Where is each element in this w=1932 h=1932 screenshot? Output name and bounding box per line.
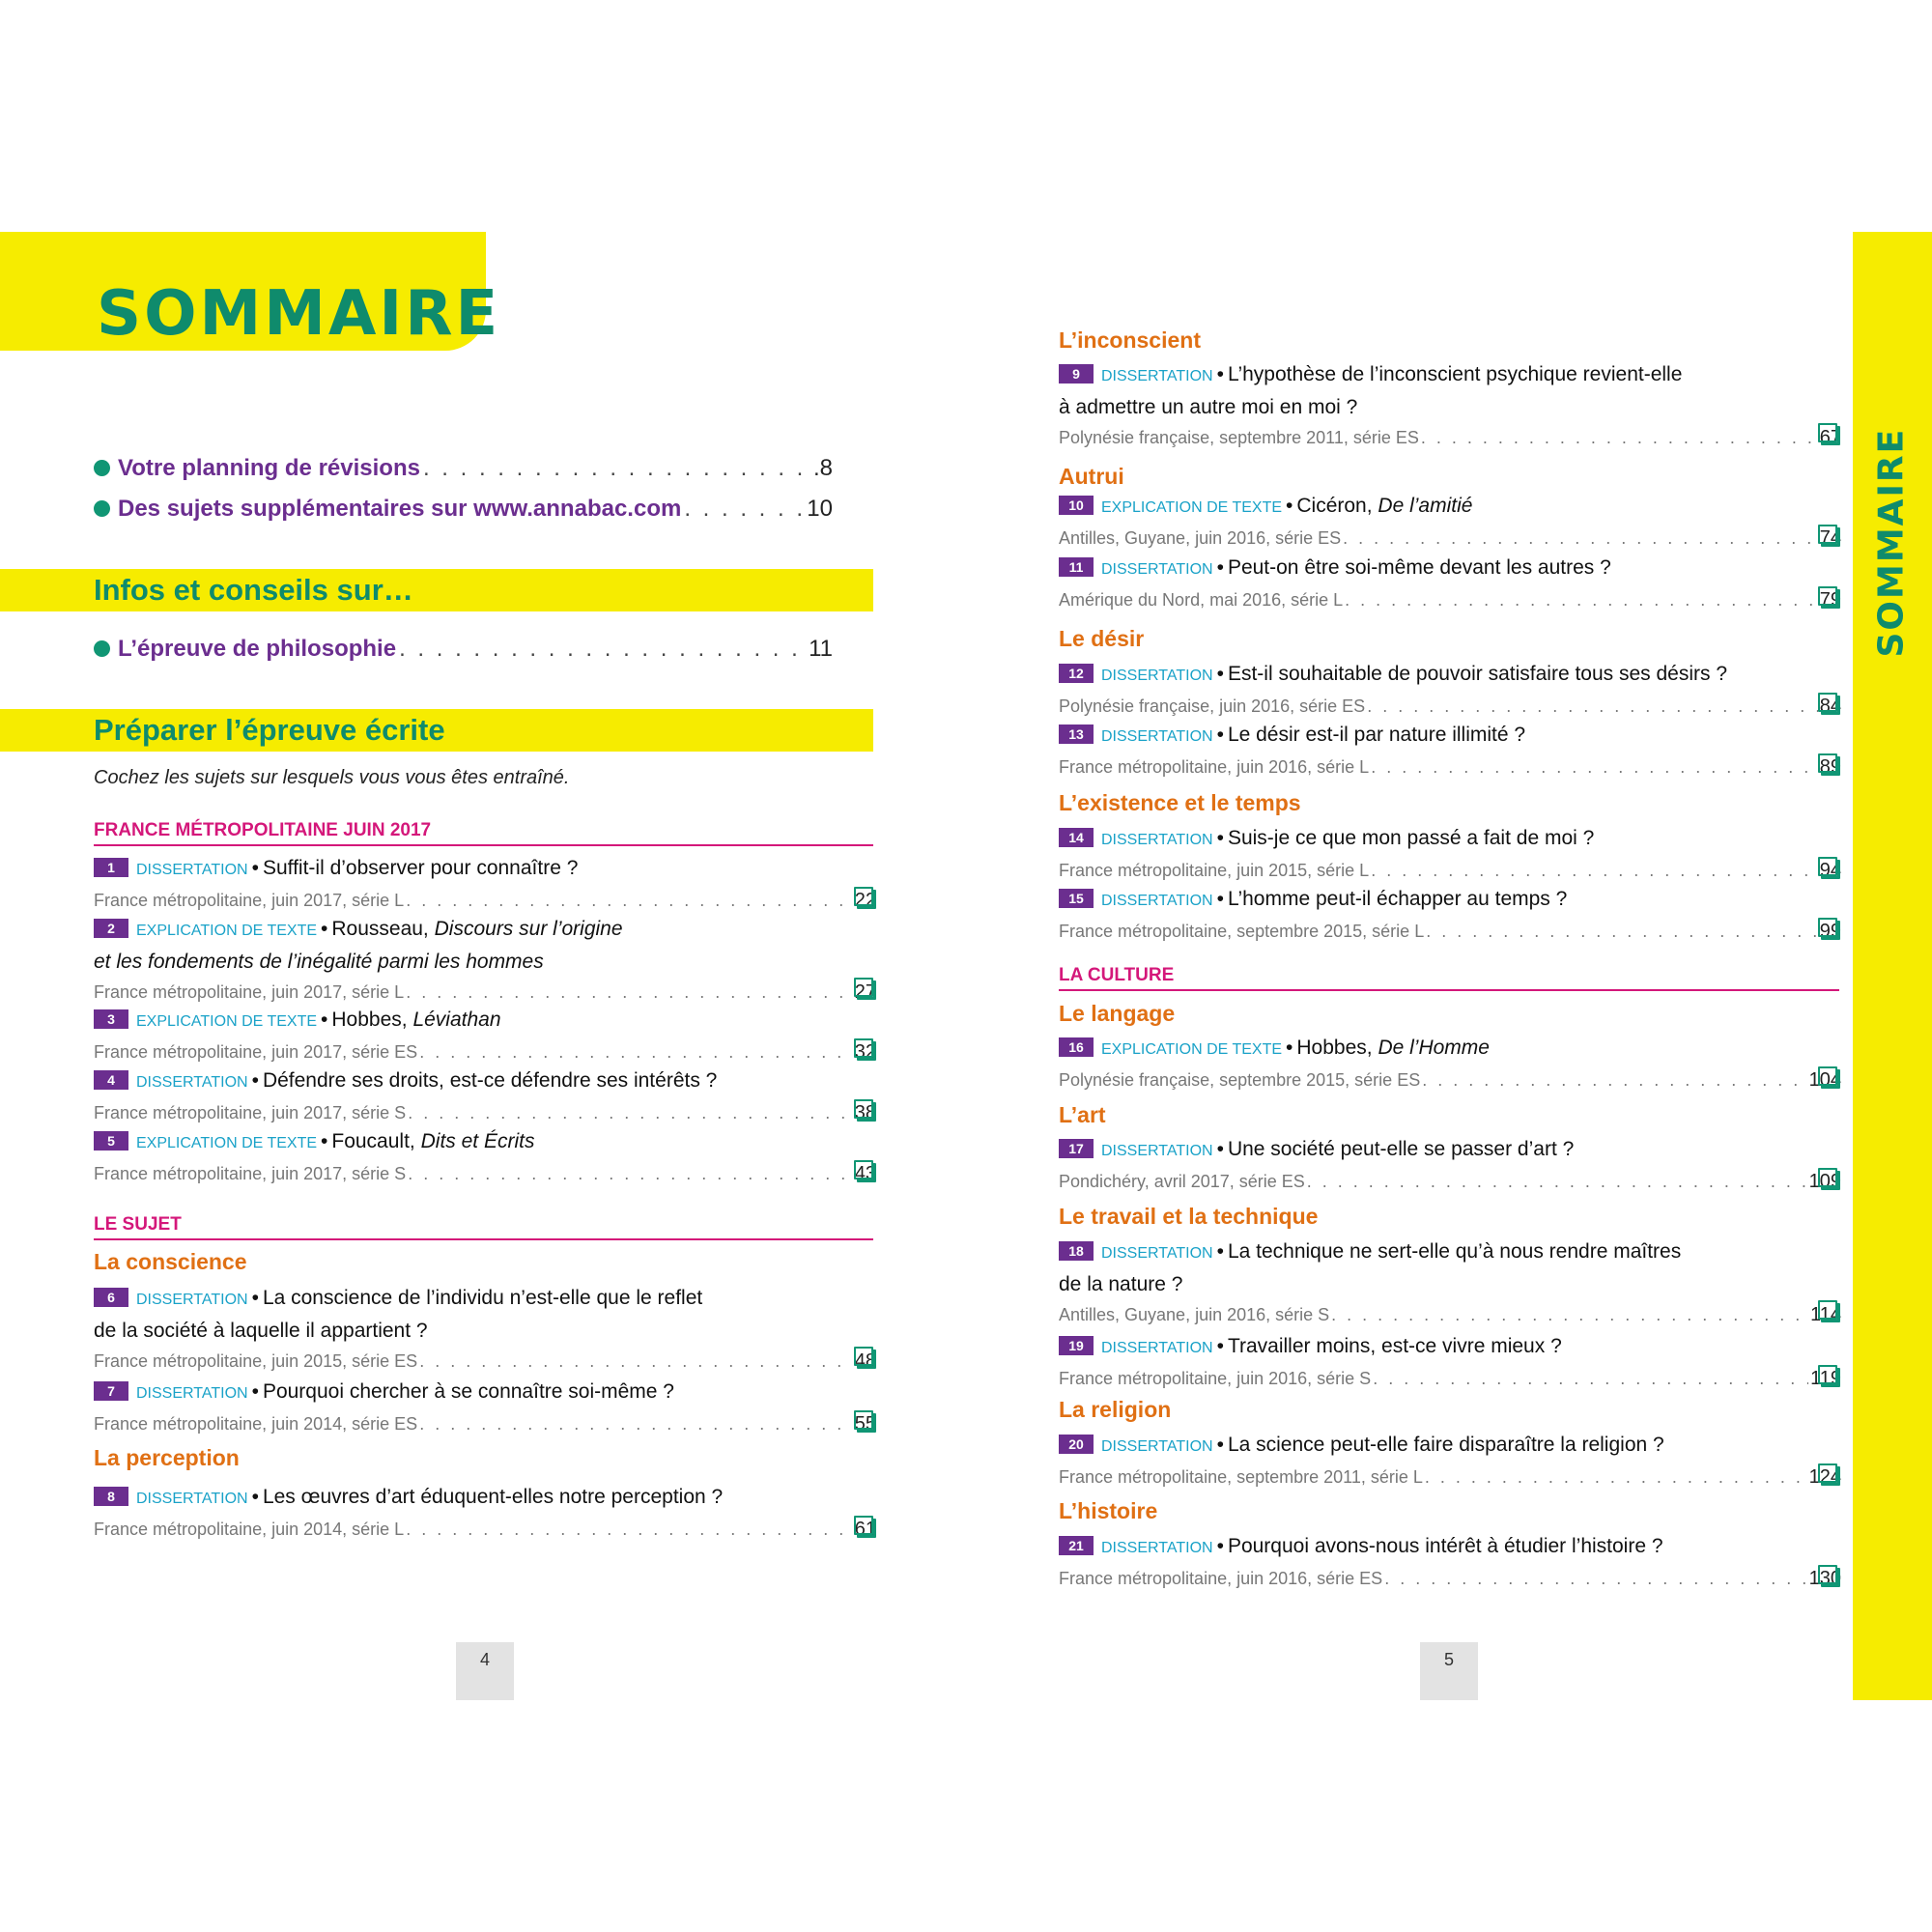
- entry-number: 6: [94, 1288, 128, 1307]
- toc-link-epreuve[interactable]: L’épreuve de philosophie . . . 11: [94, 636, 833, 663]
- entry-number: 14: [1059, 828, 1094, 847]
- checkbox-icon[interactable]: [854, 1099, 873, 1119]
- entry-page: 27: [854, 981, 876, 1003]
- checkbox-icon[interactable]: [1818, 693, 1837, 712]
- entry-type: DISSERTATION: [1101, 1143, 1213, 1159]
- entry-work-title: De l’Homme: [1378, 1037, 1490, 1059]
- toc-entry-16[interactable]: [1059, 1033, 1841, 1094]
- entry-number: 12: [1059, 664, 1094, 683]
- toc-entry-15[interactable]: [1059, 884, 1841, 946]
- entry-subject: 17 DISSERTATION • Une société peut-elle se passer d’art ?: [1059, 1134, 1841, 1167]
- title-tab: [0, 232, 501, 351]
- entry-work-title: Dits et Écrits: [420, 1130, 535, 1152]
- entry-title: Foucault,: [331, 1130, 415, 1152]
- entry-type: DISSERTATION: [1101, 561, 1213, 578]
- toc-entry-9[interactable]: [1059, 359, 1841, 452]
- checkbox-icon[interactable]: [1818, 1463, 1837, 1483]
- entry-source: France métropolitaine, juin 2016, série S: [1059, 1369, 1372, 1388]
- entry-number: 8: [94, 1487, 128, 1506]
- bullet-icon: [94, 500, 110, 517]
- checkbox-icon[interactable]: [1818, 1365, 1837, 1384]
- entry-title-continued: de la société à laquelle il appartient ?: [94, 1320, 428, 1342]
- entry-page: 32: [854, 1041, 876, 1063]
- entry-number: 20: [1059, 1435, 1094, 1454]
- toc-entry-19[interactable]: [1059, 1331, 1841, 1393]
- section-heading-culture: LA CULTURE: [1059, 965, 1175, 985]
- entry-number: 18: [1059, 1241, 1094, 1261]
- checkbox-icon[interactable]: [1818, 423, 1837, 442]
- entry-number: 17: [1059, 1139, 1094, 1158]
- entry-subject: 16 EXPLICATION DE TEXTE • Hobbes, De l’Homme: [1059, 1033, 1841, 1065]
- entry-title: Cicéron,: [1296, 495, 1373, 517]
- entry-source-line: [94, 1347, 876, 1376]
- entry-source-line: [94, 886, 876, 915]
- entry-type: DISSERTATION: [1101, 1245, 1213, 1262]
- entry-source: Polynésie française, septembre 2011, série ES: [1059, 428, 1419, 447]
- entry-subject: 8 DISSERTATION • Les œuvres d’art éduquent-elles notre perception ?: [94, 1482, 876, 1515]
- entry-source-line: [1059, 423, 1841, 452]
- entry-subject: 10 EXPLICATION DE TEXTE • Cicéron, De l’amitié: [1059, 491, 1841, 524]
- divider: [94, 1238, 873, 1240]
- toc-entry-17[interactable]: [1059, 1134, 1841, 1196]
- toc-entry-1[interactable]: [94, 853, 876, 915]
- entry-source-line: [1059, 585, 1841, 614]
- entry-page: 99: [1819, 921, 1841, 942]
- entry-type: DISSERTATION: [136, 1074, 248, 1091]
- entry-type: DISSERTATION: [136, 1491, 248, 1507]
- right-page: [966, 0, 1932, 1932]
- entry-page: 124: [1808, 1466, 1841, 1488]
- page-title: SOMMAIRE: [97, 278, 501, 350]
- entry-page: 109: [1808, 1171, 1841, 1192]
- section-band-infos: Infos et conseils sur…: [0, 569, 873, 611]
- entry-subject: 21 DISSERTATION • Pourquoi avons-nous intérêt à étudier l’histoire ?: [1059, 1531, 1841, 1564]
- entry-title: Peut-on être soi-même devant les autres ?: [1227, 556, 1611, 579]
- entry-type: EXPLICATION DE TEXTE: [136, 923, 318, 939]
- toc-entry-10[interactable]: [1059, 491, 1841, 553]
- entry-source: Amérique du Nord, mai 2016, série L: [1059, 590, 1344, 610]
- entry-type: DISSERTATION: [1101, 1540, 1213, 1556]
- entry-subject: 5 EXPLICATION DE TEXTE • Foucault, Dits et Écrits: [94, 1126, 876, 1159]
- entry-type: EXPLICATION DE TEXTE: [136, 1135, 318, 1151]
- entry-number: 1: [94, 858, 128, 877]
- topic-perception: La perception: [94, 1445, 240, 1470]
- page-number: 5: [1420, 1642, 1478, 1700]
- entry-source-line: [1059, 1564, 1841, 1593]
- entry-work-title: Léviathan: [412, 1009, 501, 1031]
- entry-source-line: [1059, 524, 1841, 553]
- entry-title-continued: et les fondements de l’inégalité parmi les hommes: [94, 951, 544, 973]
- topic-religion: La religion: [1059, 1397, 1172, 1422]
- entry-number: 15: [1059, 889, 1094, 908]
- entry-source: France métropolitaine, septembre 2011, série L: [1059, 1467, 1423, 1487]
- checkbox-icon[interactable]: [854, 1038, 873, 1058]
- entry-source-line: [1059, 1463, 1841, 1492]
- entry-page: 61: [854, 1519, 876, 1540]
- toc-entry-3[interactable]: [94, 1005, 876, 1066]
- entry-source: France métropolitaine, juin 2017, série S: [94, 1103, 407, 1122]
- entry-type: DISSERTATION: [136, 1292, 248, 1308]
- checkbox-icon[interactable]: [1818, 1066, 1837, 1086]
- section-band-preparer: Préparer l’épreuve écrite: [0, 709, 873, 752]
- entry-number: 21: [1059, 1536, 1094, 1555]
- entry-number: 7: [94, 1381, 128, 1401]
- entry-page: 89: [1819, 756, 1841, 778]
- checkbox-icon[interactable]: [1818, 1300, 1837, 1320]
- entry-source-line: [94, 1515, 876, 1544]
- entry-source: Polynésie française, juin 2016, série ES: [1059, 696, 1366, 716]
- entry-title: Suis-je ce que mon passé a fait de moi ?: [1227, 827, 1595, 849]
- entry-source-line: [1059, 1167, 1841, 1196]
- entry-title: Hobbes,: [1296, 1037, 1373, 1059]
- entry-number: 9: [1059, 364, 1094, 384]
- entry-number: 5: [94, 1131, 128, 1151]
- entry-source: Pondichéry, avril 2017, série ES: [1059, 1172, 1305, 1191]
- entry-subject: 20 DISSERTATION • La science peut-elle faire disparaître la religion ?: [1059, 1430, 1841, 1463]
- checkbox-icon[interactable]: [1818, 857, 1837, 876]
- topic-langage: Le langage: [1059, 1001, 1176, 1026]
- entry-source: France métropolitaine, juin 2014, série ES: [94, 1414, 418, 1434]
- bullet-icon: [94, 640, 110, 657]
- entry-subject: 2 EXPLICATION DE TEXTE • Rousseau, Discours sur l’origine et les fondements de l’inégalité parmi les hommes: [94, 918, 623, 973]
- entry-source: France métropolitaine, juin 2017, série L: [94, 982, 405, 1002]
- side-title: SOMMAIRE: [1871, 427, 1912, 658]
- entry-subject: 4 DISSERTATION • Défendre ses droits, est-ce défendre ses intérêts ?: [94, 1065, 876, 1098]
- entry-source: France métropolitaine, juin 2015, série L: [1059, 861, 1370, 880]
- entry-source: France métropolitaine, juin 2017, série S: [94, 1164, 407, 1183]
- topic-art: L’art: [1059, 1102, 1106, 1127]
- entry-type: DISSERTATION: [1101, 832, 1213, 848]
- entry-source: Polynésie française, septembre 2015, série ES: [1059, 1070, 1421, 1090]
- entry-title: Une société peut-elle se passer d’art ?: [1227, 1138, 1575, 1160]
- entry-subject: 6 DISSERTATION • La conscience de l’individu n’est-elle que le reflet de la société à laquelle il appartient ?: [94, 1287, 703, 1342]
- toc-entry-21[interactable]: [1059, 1531, 1841, 1593]
- toc-entry-20[interactable]: [1059, 1430, 1841, 1492]
- entry-title: La science peut-elle faire disparaître la religion ?: [1227, 1434, 1664, 1456]
- entry-title: Pourquoi chercher à se connaître soi-même ?: [262, 1380, 674, 1403]
- checkbox-icon[interactable]: [854, 978, 873, 997]
- entry-source-line: [94, 1098, 876, 1127]
- entry-title: Rousseau,: [331, 918, 429, 940]
- entry-type: DISSERTATION: [1101, 368, 1213, 384]
- entry-source: France métropolitaine, juin 2016, série ES: [1059, 1569, 1383, 1588]
- entry-source: France métropolitaine, juin 2014, série L: [94, 1520, 405, 1539]
- toc-entry-11[interactable]: [1059, 553, 1841, 614]
- checkbox-icon[interactable]: [1818, 525, 1837, 544]
- entry-title: Le désir est-il par nature illimité ?: [1227, 724, 1526, 746]
- toc-entry-14[interactable]: [1059, 823, 1841, 885]
- toc-link-planning[interactable]: Votre planning de révisions . . . .8: [94, 455, 833, 482]
- entry-subject: 15 DISSERTATION • L’homme peut-il échapper au temps ?: [1059, 884, 1841, 917]
- entry-number: 3: [94, 1009, 128, 1029]
- entry-page: 48: [854, 1350, 876, 1372]
- entry-subject: 11 DISSERTATION • Peut-on être soi-même devant les autres ?: [1059, 553, 1841, 585]
- entry-page: 38: [854, 1102, 876, 1123]
- entry-type: DISSERTATION: [1101, 893, 1213, 909]
- entry-title: L’homme peut-il échapper au temps ?: [1227, 888, 1568, 910]
- entry-subject: 18 DISSERTATION • La technique ne sert-elle qu’à nous rendre maîtres de la nature ?: [1059, 1240, 1682, 1295]
- entry-source: Antilles, Guyane, juin 2016, série ES: [1059, 528, 1342, 548]
- entry-source: France métropolitaine, juin 2015, série ES: [94, 1351, 418, 1371]
- topic-conscience: La conscience: [94, 1249, 247, 1274]
- entry-page: 79: [1819, 589, 1841, 611]
- section-heading-sujet: LE SUJET: [94, 1214, 182, 1235]
- entry-subject: 19 DISSERTATION • Travailler moins, est-ce vivre mieux ?: [1059, 1331, 1841, 1364]
- entry-source-line: [1059, 1300, 1841, 1329]
- checkbox-icon[interactable]: [854, 1410, 873, 1430]
- checkbox-icon[interactable]: [854, 1516, 873, 1535]
- divider: [1059, 989, 1839, 991]
- entry-title: Travailler moins, est-ce vivre mieux ?: [1227, 1335, 1562, 1357]
- topic-inconscient: L’inconscient: [1059, 327, 1201, 353]
- bullet-icon: [94, 460, 110, 476]
- checkbox-icon[interactable]: [1818, 753, 1837, 773]
- topic-histoire: L’histoire: [1059, 1498, 1158, 1523]
- entry-title: Les œuvres d’art éduquent-elles notre perception ?: [262, 1486, 724, 1508]
- topic-desir: Le désir: [1059, 626, 1145, 651]
- entry-title-continued: à admettre un autre moi en moi ?: [1059, 396, 1358, 418]
- toc-entry-8[interactable]: [94, 1482, 876, 1544]
- toc-entry-4[interactable]: [94, 1065, 876, 1127]
- entry-type: DISSERTATION: [1101, 668, 1213, 684]
- entry-source-line: [94, 978, 876, 1007]
- entry-title: Pourquoi avons-nous intérêt à étudier l’histoire ?: [1227, 1535, 1663, 1557]
- entry-page: 119: [1810, 1368, 1841, 1389]
- entry-number: 11: [1059, 557, 1094, 577]
- checkbox-icon[interactable]: [1818, 918, 1837, 937]
- topic-travail: Le travail et la technique: [1059, 1204, 1319, 1229]
- entry-title: Défendre ses droits, est-ce défendre ses intérêts ?: [262, 1069, 718, 1092]
- checkbox-icon[interactable]: [854, 1347, 873, 1366]
- entry-number: 13: [1059, 724, 1094, 744]
- entry-type: DISSERTATION: [1101, 1340, 1213, 1356]
- entry-number: 2: [94, 919, 128, 938]
- toc-entry-2[interactable]: [94, 914, 876, 1007]
- entry-page: 43: [854, 1163, 876, 1184]
- entry-work-title: Discours sur l’origine: [434, 918, 623, 940]
- entry-page: 114: [1810, 1304, 1841, 1325]
- entry-subject: 12 DISSERTATION • Est-il souhaitable de pouvoir satisfaire tous ses désirs ?: [1059, 659, 1841, 692]
- entry-source-line: [1059, 856, 1841, 885]
- instruction-note: Cochez les sujets sur lesquels vous vous êtes entraîné.: [94, 767, 570, 788]
- page-number: 4: [456, 1642, 514, 1700]
- toc-link-annabac[interactable]: Des sujets supplémentaires sur www.annabac.com . . . 10: [94, 496, 833, 523]
- entry-source-line: [1059, 753, 1841, 781]
- entry-source: France métropolitaine, septembre 2015, série L: [1059, 922, 1425, 941]
- entry-number: 19: [1059, 1336, 1094, 1355]
- entry-type: EXPLICATION DE TEXTE: [1101, 499, 1283, 516]
- entry-title: L’hypothèse de l’inconscient psychique revient-elle: [1227, 363, 1683, 385]
- checkbox-icon[interactable]: [1818, 586, 1837, 606]
- entry-source: France métropolitaine, juin 2017, série L: [94, 891, 405, 910]
- toc-entry-7[interactable]: [94, 1377, 876, 1438]
- entry-page: 74: [1819, 527, 1841, 549]
- divider: [94, 844, 873, 846]
- entry-type: DISSERTATION: [136, 1385, 248, 1402]
- entry-subject: 1 DISSERTATION • Suffit-il d’observer pour connaître ?: [94, 853, 876, 886]
- entry-source-line: [1059, 917, 1841, 946]
- side-tab: [1853, 232, 1932, 1700]
- entry-type: EXPLICATION DE TEXTE: [1101, 1041, 1283, 1058]
- entry-title: Suffit-il d’observer pour connaître ?: [262, 857, 579, 879]
- entry-type: DISSERTATION: [136, 862, 248, 878]
- entry-subject: 14 DISSERTATION • Suis-je ce que mon passé a fait de moi ?: [1059, 823, 1841, 856]
- entry-page: 84: [1819, 696, 1841, 717]
- topic-existence: L’existence et le temps: [1059, 790, 1301, 815]
- entry-page: 104: [1808, 1069, 1841, 1091]
- entry-source-line: [1059, 1364, 1841, 1393]
- toc-entry-18[interactable]: [1059, 1236, 1841, 1329]
- entry-source-line: [94, 1409, 876, 1438]
- checkbox-icon[interactable]: [1818, 1565, 1837, 1584]
- toc-entry-12[interactable]: [1059, 659, 1841, 721]
- toc-entry-6[interactable]: [94, 1283, 876, 1376]
- entry-source-line: [1059, 1065, 1841, 1094]
- entry-subject: 13 DISSERTATION • Le désir est-il par nature illimité ?: [1059, 720, 1841, 753]
- entry-page: 22: [854, 890, 876, 911]
- entry-title: La technique ne sert-elle qu’à nous rendre maîtres: [1227, 1240, 1682, 1263]
- entry-type: EXPLICATION DE TEXTE: [136, 1013, 318, 1030]
- entry-source: France métropolitaine, juin 2017, série ES: [94, 1042, 418, 1062]
- entry-subject: 3 EXPLICATION DE TEXTE • Hobbes, Léviathan: [94, 1005, 876, 1037]
- topic-autrui: Autrui: [1059, 464, 1124, 489]
- entry-source: France métropolitaine, juin 2016, série L: [1059, 757, 1370, 777]
- entry-number: 4: [94, 1070, 128, 1090]
- entry-source-line: [1059, 692, 1841, 721]
- entry-type: DISSERTATION: [1101, 1438, 1213, 1455]
- entry-source-line: [94, 1159, 876, 1188]
- entry-type: DISSERTATION: [1101, 728, 1213, 745]
- entry-number: 10: [1059, 496, 1094, 515]
- entry-page: 130: [1808, 1568, 1841, 1589]
- checkbox-icon[interactable]: [1818, 1168, 1837, 1187]
- checkbox-icon[interactable]: [854, 1160, 873, 1179]
- checkbox-icon[interactable]: [854, 887, 873, 906]
- entry-title: Est-il souhaitable de pouvoir satisfaire tous ses désirs ?: [1227, 663, 1728, 685]
- entry-page: 55: [854, 1413, 876, 1435]
- entry-page: 94: [1819, 860, 1841, 881]
- entry-title: La conscience de l’individu n’est-elle que le reflet: [262, 1287, 703, 1309]
- entry-subject: 7 DISSERTATION • Pourquoi chercher à se connaître soi-même ?: [94, 1377, 876, 1409]
- toc-entry-5[interactable]: [94, 1126, 876, 1188]
- entry-page: 67: [1819, 427, 1841, 448]
- entry-source: Antilles, Guyane, juin 2016, série S: [1059, 1305, 1330, 1324]
- entry-title: Hobbes,: [331, 1009, 408, 1031]
- entry-work-title: De l’amitié: [1378, 495, 1473, 517]
- entry-title-continued: de la nature ?: [1059, 1273, 1183, 1295]
- entry-number: 16: [1059, 1037, 1094, 1057]
- entry-subject: 9 DISSERTATION • L’hypothèse de l’inconscient psychique revient-elle à admettre un autre moi en moi ?: [1059, 363, 1683, 418]
- toc-entry-13[interactable]: [1059, 720, 1841, 781]
- section-heading-france-2017: FRANCE MÉTROPOLITAINE JUIN 2017: [94, 820, 432, 840]
- entry-source-line: [94, 1037, 876, 1066]
